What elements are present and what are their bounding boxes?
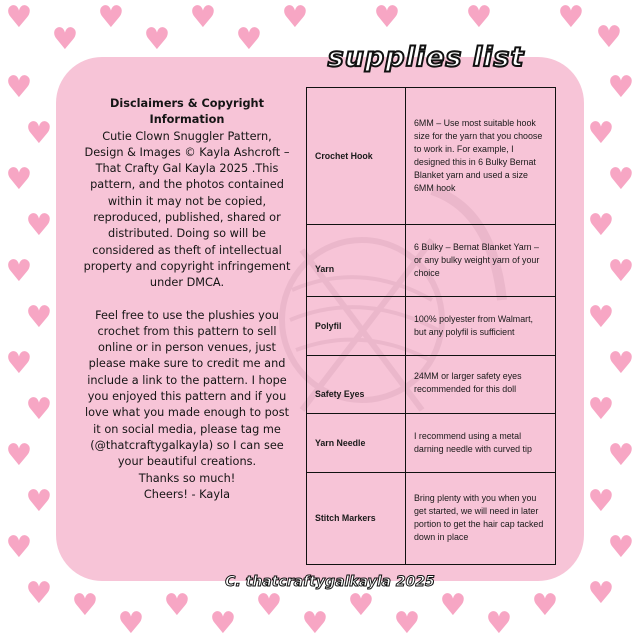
heart-icon: ♥ <box>71 588 99 623</box>
heart-icon: ♥ <box>5 0 33 35</box>
heart-icon: ♥ <box>607 254 635 289</box>
disclaimer-block <box>82 96 292 503</box>
heart-icon: ♥ <box>595 20 623 55</box>
heart-icon: ♥ <box>439 588 467 623</box>
heart-icon: ♥ <box>587 208 615 243</box>
heart-icon: ♥ <box>189 0 217 35</box>
heart-icon: ♥ <box>607 346 635 381</box>
heart-icon: ♥ <box>25 484 53 519</box>
supply-description: 6 Bulky – Bernat Blanket Yarn – or any bulky weight yarn of your choice <box>406 225 556 297</box>
table-row <box>307 472 556 564</box>
heart-icon: ♥ <box>607 438 635 473</box>
supply-name: Yarn <box>307 225 406 297</box>
signoff-text: Cheers! - Kayla <box>143 487 231 501</box>
heart-icon: ♥ <box>25 392 53 427</box>
supply-description: 24MM or larger safety eyes recommended for this doll <box>406 355 556 413</box>
table-row <box>307 297 556 355</box>
heart-icon: ♥ <box>25 300 53 335</box>
supply-name: Stitch Markers <box>307 472 406 564</box>
supply-description: 100% polyester from Walmart, but any polyfil is sufficient <box>406 297 556 355</box>
disclaimer-heading: Disclaimers & Copyright Information <box>110 97 264 127</box>
heart-icon: ♥ <box>209 606 237 641</box>
heart-icon: ♥ <box>255 588 283 623</box>
table-row <box>307 355 556 413</box>
heart-icon: ♥ <box>235 22 263 57</box>
heart-icon: ♥ <box>531 588 559 623</box>
heart-icon: ♥ <box>485 606 513 641</box>
heart-icon: ♥ <box>373 0 401 35</box>
heart-icon: ♥ <box>393 606 421 641</box>
heart-icon: ♥ <box>5 162 33 197</box>
heart-icon: ♥ <box>5 346 33 381</box>
usage-paragraph: Feel free to use the plushies you crochet from this pattern to sell online or in person venues, just please make sure to credit me and include a link to the pattern. I hope you enjoyed this pattern and if you love what you made enough to post it on social media, please tag me (@thatcraftygalkayla) so I can see your beautiful creations. <box>84 308 290 469</box>
supplies-table <box>306 87 556 565</box>
supply-name: Safety Eyes <box>307 355 406 413</box>
heart-icon: ♥ <box>587 116 615 151</box>
heart-icon: ♥ <box>557 0 585 35</box>
heart-icon: ♥ <box>5 438 33 473</box>
table-row <box>307 225 556 297</box>
heart-icon: ♥ <box>143 22 171 57</box>
heart-icon: ♥ <box>117 606 145 641</box>
heart-icon: ♥ <box>25 208 53 243</box>
heart-icon: ♥ <box>5 530 33 565</box>
heart-icon: ♥ <box>25 116 53 151</box>
heart-icon: ♥ <box>587 484 615 519</box>
heart-icon: ♥ <box>5 254 33 289</box>
heart-icon: ♥ <box>465 0 493 35</box>
heart-icon: ♥ <box>301 606 329 641</box>
heart-icon: ♥ <box>25 576 53 611</box>
heart-icon: ♥ <box>587 300 615 335</box>
heart-icon: ♥ <box>347 588 375 623</box>
page-title: supplies list <box>327 42 525 73</box>
heart-icon: ♥ <box>51 22 79 57</box>
heart-icon: ♥ <box>5 70 33 105</box>
supply-description: Bring plenty with you when you get started, we will need in later portion to get the hair cap tacked down in place <box>406 472 556 564</box>
copyright-footer: C. thatcraftygalkayla 2025 <box>225 574 435 590</box>
heart-icon: ♥ <box>607 70 635 105</box>
table-row <box>307 413 556 472</box>
heart-icon: ♥ <box>607 530 635 565</box>
supply-name: Yarn Needle <box>307 413 406 472</box>
thanks-text: Thanks so much! <box>138 471 236 485</box>
heart-icon: ♥ <box>587 392 615 427</box>
supply-description: 6MM – Use most suitable hook size for the yarn that you choose to work in. For example, I designed this in 6 Bulky Bernat Blanket yarn and used a size 6MM hook <box>406 88 556 225</box>
heart-icon: ♥ <box>163 588 191 623</box>
heart-icon: ♥ <box>281 0 309 35</box>
heart-icon: ♥ <box>607 162 635 197</box>
copyright-paragraph: Cutie Clown Snuggler Pattern, Design & Images © Kayla Ashcroft – That Crafty Gal Kayla 2025 .This pattern, and the photos contained within it may not be copied, reproduced, published, shared or distributed. Doing so will be considered as theft of intellectual property and copyright infringement under DMCA. <box>83 129 291 290</box>
table-row <box>307 88 556 225</box>
heart-icon: ♥ <box>587 576 615 611</box>
supply-name: Polyfil <box>307 297 406 355</box>
heart-icon: ♥ <box>97 0 125 35</box>
supply-name: Crochet Hook <box>307 88 406 225</box>
supply-description: I recommend using a metal darning needle with curved tip <box>406 413 556 472</box>
